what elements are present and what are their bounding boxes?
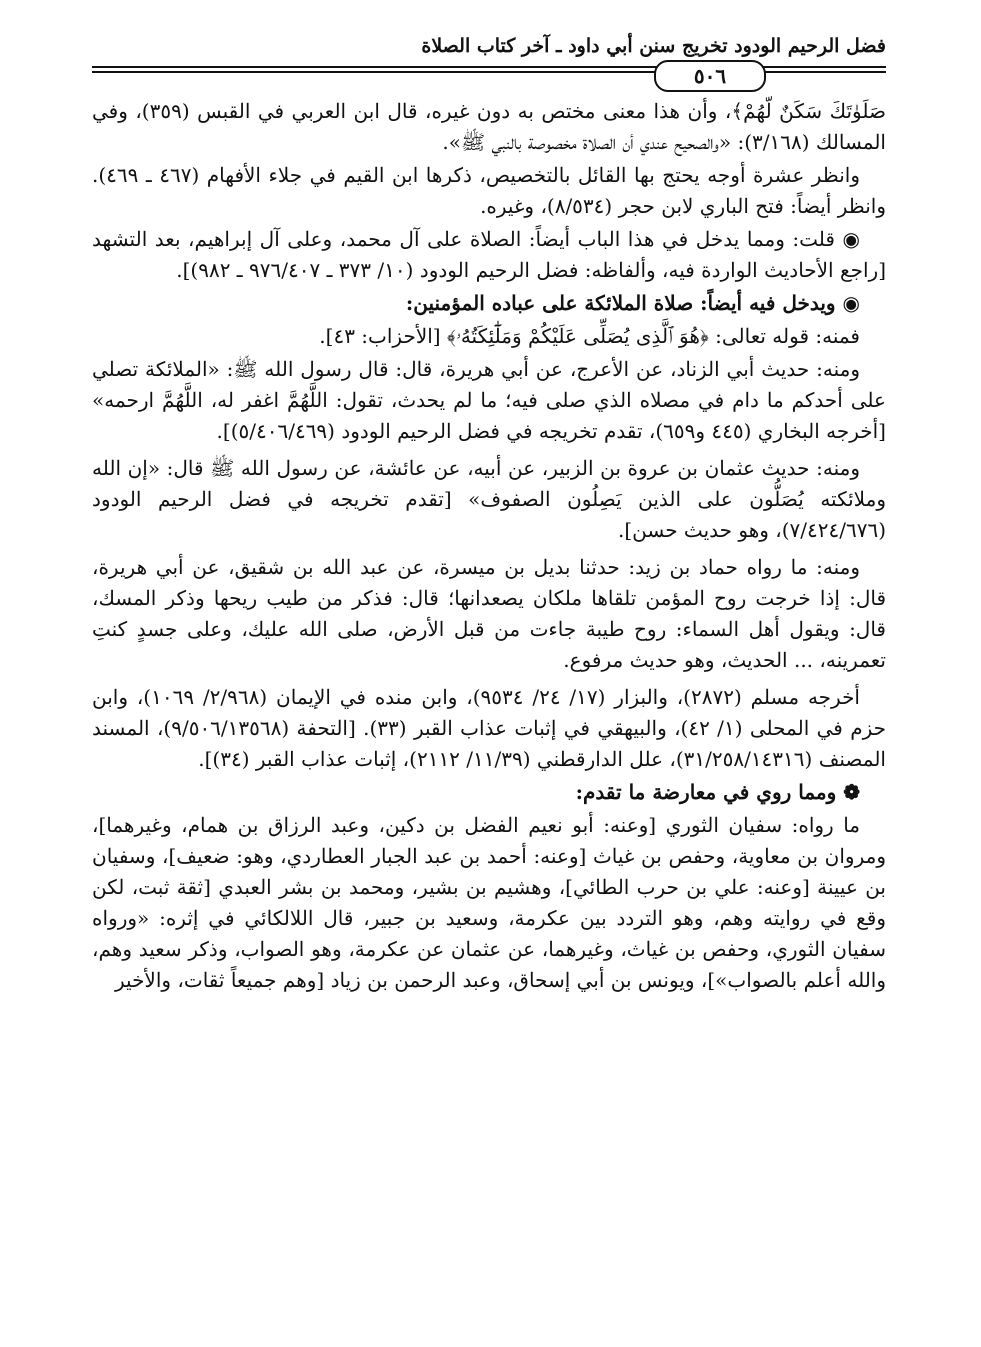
running-header: فضل الرحيم الودود تخريج سنن أبي داود ـ آخر كتاب الصلاة: [421, 35, 886, 57]
paragraph: ◉ قلت: ومما يدخل في هذا الباب أيضاً: الصلاة على آل محمد، وعلى آل إبراهيم، بعد التشهد [راجع الأحاديث الواردة فيه، وألفاظه: فضل الرحيم الودود (١٠/ ٣٧٣ ـ ٩٧٦/٤٠٧ ـ ٩٨٢)].: [92, 227, 886, 282]
paragraph: ما رواه: سفيان الثوري [وعنه: أبو نعيم الفضل بن دكين، وعبد الرزاق بن همام، وغيرهما]، ومروان بن معاوية، وحفص بن غياث [وعنه: أحمد بن عبد الجبار العطاردي، وهو: ضعيف]، وسفيان بن عيينة [وعنه: علي بن حرب الطائي]، وهشيم بن بشير، ومحمد بن بشر العبدي [ثقة ثبت، لكن وقع في روايته وهم، وهو التردد بين عكرمة، وسعيد بن جبير، قال اللالكائي في إثره: «ورواه سفيان الثوري، وحفص بن غياث، وغيرهما، عن عثمان عن عكرمة، وهو الصواب، وذكر سعيد وهم، والله أعلم بالصواب»]، ويونس بن أبي إسحاق، وعبد الرحمن بن زياد [وهم جميعاً ثقات، والأخير: [92, 813, 886, 992]
paragraph: فمنه: قوله تعالى: ﴿هُوَ ٱلَّذِى يُصَلِّى عَلَيْكُمْ وَمَلَٰٓئِكَتُهُۥ﴾ [الأحزاب: ٤٣].: [319, 324, 860, 348]
section-heading: ◉ ويدخل فيه أيضاً: صلاة الملائكة على عباده المؤمنين:: [405, 291, 860, 315]
section-heading: ❁ ومما روي في معارضة ما تقدم:: [575, 780, 860, 804]
page-number: ٥٠٦: [654, 60, 766, 92]
paragraph: ومنه: ما رواه حماد بن زيد: حدثنا بديل بن ميسرة، عن عبد الله بن شقيق، عن أبي هريرة، قال: إذا خرجت روح المؤمن تلقاها ملكان يصعدانها؛ قال: فذكر من طيب ريحها وذكر المسك، قال: ويقول أهل السماء: روح طيبة جاءت من قبل الأرض، صلى الله عليك، وعلى جسدٍ كنتِ تعمرينه، ... الحديث، وهو حديث مرفوع.: [92, 555, 886, 672]
paragraph: ومنه: حديث عثمان بن عروة بن الزبير، عن أبيه، عن عائشة، عن رسول الله ﷺ قال: «إن الله وملائكته يُصَلُّون على الذين يَصِلُون الصفوف» [تقدم تخريجه في فضل الرحيم الودود (٧/٤٢٤/٦٧٦)، وهو حديث حسن].: [92, 456, 886, 542]
page-body: [92, 96, 886, 1333]
page-number-bar: [92, 60, 886, 90]
paragraph: وانظر عشرة أوجه يحتج بها القائل بالتخصيص، ذكرها ابن القيم في جلاء الأفهام (٤٦٧ ـ ٤٦٩). وانظر أيضاً: فتح الباري لابن حجر (٨/٥٣٤)، وغيره.: [92, 163, 886, 218]
paragraph: ومنه: حديث أبي الزناد، عن الأعرج، عن أبي هريرة، قال: قال رسول الله ﷺ: «الملائكة تصلي على أحدكم ما دام في مصلاه الذي صلى فيه؛ ما لم يحدث، تقول: اللَّهُمَّ اغفر له، اللَّهُمَّ ارحمه» [أخرجه البخاري (٤٤٥ و٦٥٩)، تقدم تخريجه في فضل الرحيم الودود (٥/٤٠٦/٤٦٩)].: [92, 357, 886, 443]
paragraph: أخرجه مسلم (٢٨٧٢)، والبزار (١٧/ ٢٤/ ٩٥٣٤)، وابن منده في الإيمان (٢/٩٦٨/ ١٠٦٩)، وابن حزم في المحلى (١/ ٤٢)، والبيهقي في إثبات عذاب القبر (٣٣). [التحفة (٩/٥٠٦/١٣٥٦٨)، المسند المصنف (٣١/٢٥٨/١٤٣١٦)، علل الدارقطني (١١/٣٩/ ٢١١٢)، إثبات عذاب القبر (٣٤)].: [92, 685, 886, 771]
paragraph: صَلَوٰتَكَ سَكَنٌ لَّهُمْ﴾، وأن هذا معنى مختص به دون غيره، قال ابن العربي في القبس (٣٥٩)، وفي المسالك (٣/١٦٨): «والصحيح عندي أن الصلاة مخصوصة بالنبي ﷺ».: [92, 99, 886, 154]
